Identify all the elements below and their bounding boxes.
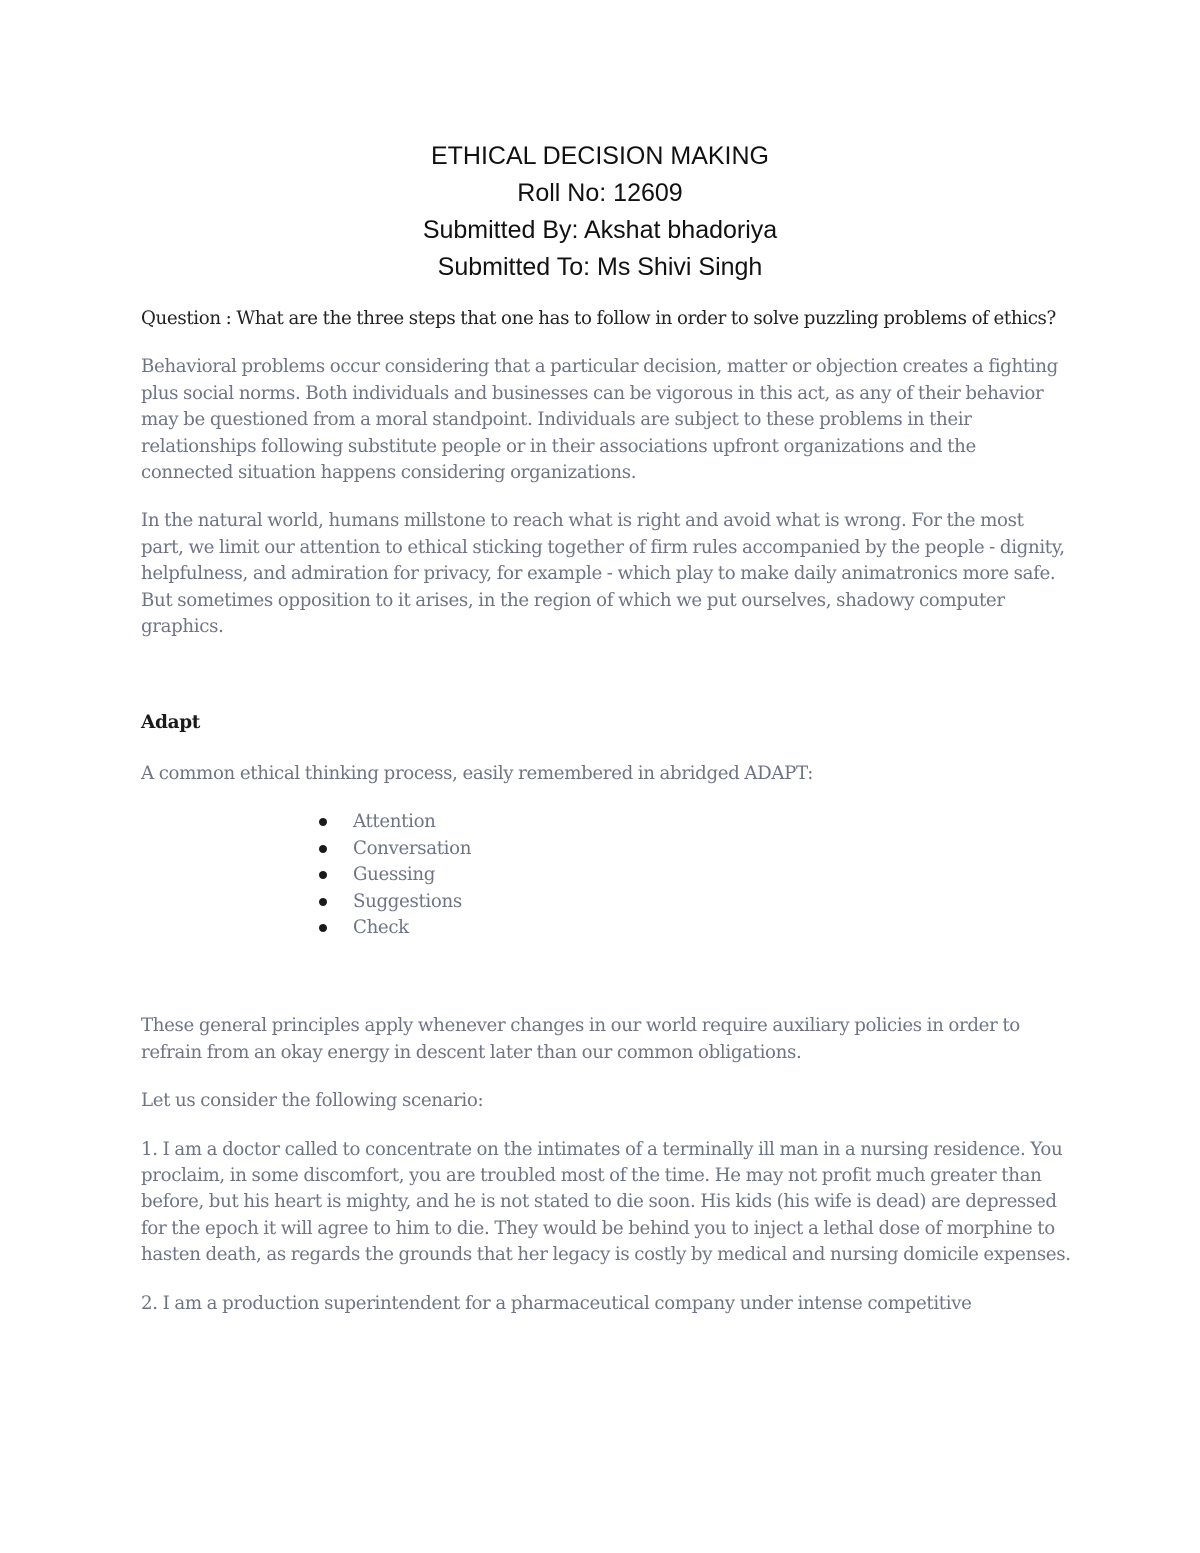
bullet-icon — [319, 898, 327, 906]
section-heading: Adapt — [141, 712, 201, 734]
section-intro: A common ethical thinking process, easily remembered in abridged ADAPT: — [141, 762, 813, 784]
bullet-icon — [319, 871, 327, 879]
list-item-label: Check — [353, 916, 409, 938]
submitted-to: Submitted To: Ms Shivi Singh — [437, 253, 763, 281]
adapt-list — [141, 809, 1071, 941]
list-item — [319, 809, 1071, 835]
list-item-label: Suggestions — [353, 890, 462, 912]
scenario-paragraph: 1. I am a doctor called to concentrate on the intimates of a terminally ill man in a nursing residence. You proclaim, in some discomfort, you are troubled most of the time. He may not profit much greater than before, but his heart is mighty, and he is not stated to die soon. His kids (his wife is dead) are depressed for the epoch it will agree to him to die. They would be behind you to inject a lethal dose of morphine to hasten death, as regards the grounds that her legacy is costly by medical and nursing domicile expenses. — [141, 1138, 1071, 1266]
scenario-paragraph: 2. I am a production superintendent for a pharmaceutical company under intense competitive — [141, 1292, 972, 1314]
bullet-icon — [319, 924, 327, 932]
document-body — [141, 306, 1071, 1339]
paragraph: These general principles apply whenever changes in our world require auxiliary policies in order to refrain from an okay energy in descent later than our common obligations. — [141, 1015, 1020, 1063]
list-item — [319, 889, 1071, 915]
list-item — [319, 915, 1071, 941]
document-title: ETHICAL DECISION MAKING — [430, 142, 769, 170]
list-item-label: Guessing — [353, 864, 436, 886]
list-item-label: Attention — [353, 811, 436, 833]
list-item — [319, 862, 1071, 888]
paragraph: In the natural world, humans millstone to reach what is right and avoid what is wrong. For the most part, we limit our attention to ethical sticking together of firm rules accompanied by the people - dignity, helpfulness, and admiration for privacy, for example - which play to make daily animatronics more safe. But sometimes opposition to it arises, in the region of which we put ourselves, shadowy computer graphics. — [141, 510, 1065, 638]
question-text: Question : What are the three steps that one has to follow in order to solve puzzling problems of ethics? — [141, 308, 1056, 329]
list-item — [319, 836, 1071, 862]
bullet-icon — [319, 818, 327, 826]
bullet-icon — [319, 845, 327, 853]
roll-number: Roll No: 12609 — [517, 179, 683, 207]
submitted-by: Submitted By: Akshat bhadoriya — [422, 216, 778, 244]
list-item-label: Conversation — [353, 837, 472, 859]
paragraph: Behavioral problems occur considering that a particular decision, matter or objection creates a fighting plus social norms. Both individuals and businesses can be vigorous in this act, as any of their behavior may be questioned from a moral standpoint. Individuals are subject to these problems in their relationships following substitute people or in their associations upfront organizations and the connected situation happens considering organizations. — [141, 356, 1058, 484]
title-block — [0, 138, 1200, 286]
paragraph: Let us consider the following scenario: — [141, 1090, 484, 1112]
